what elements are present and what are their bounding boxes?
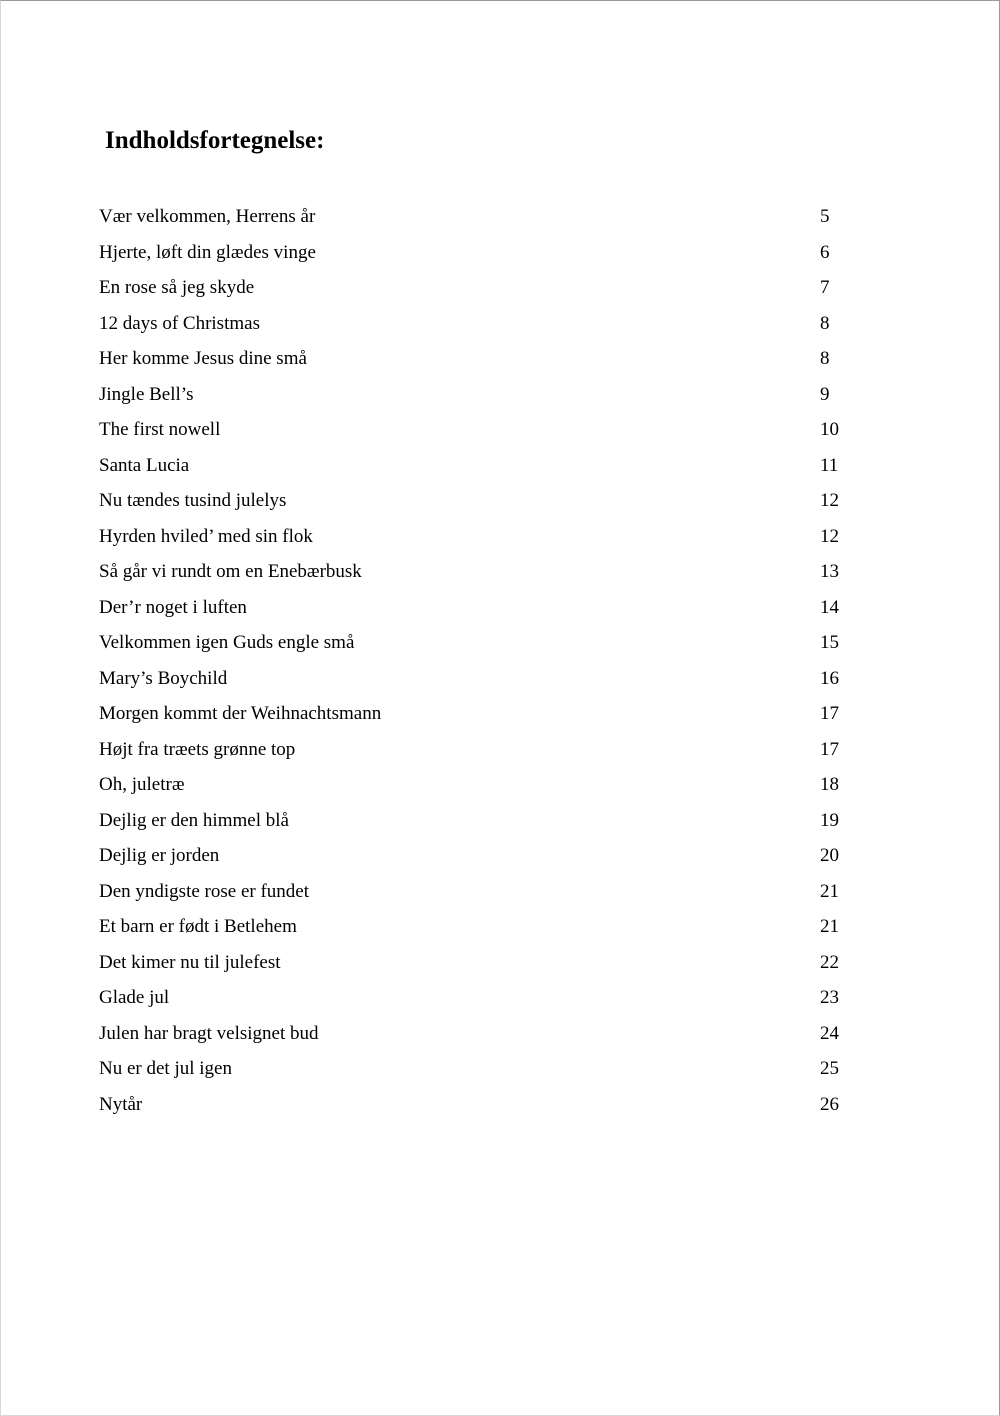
toc-entry-title: Nytår — [99, 1093, 143, 1115]
toc-entry-page-number: 20 — [820, 845, 839, 866]
toc-entry-title: Morgen kommt der Weihnachtsmann — [99, 703, 382, 724]
toc-entry-title: Oh, juletræ — [99, 774, 185, 795]
toc-entry-title: Nu tændes tusind julelys — [99, 490, 287, 511]
table-of-contents — [99, 199, 859, 1122]
toc-entry-page-number: 13 — [820, 561, 839, 582]
toc-entry-title: 12 days of Christmas — [99, 312, 260, 334]
toc-entry-title: Velkommen igen Guds engle små — [99, 632, 355, 653]
toc-row — [99, 874, 859, 910]
toc-row — [99, 696, 859, 732]
toc-entry-page-number: 6 — [820, 241, 830, 263]
toc-entry-page-number: 22 — [820, 951, 839, 973]
toc-row — [99, 838, 859, 874]
toc-row — [99, 945, 859, 981]
toc-row — [99, 483, 859, 519]
toc-entry-title: Dejlig er jorden — [99, 845, 220, 866]
toc-entry-title: Hjerte, løft din glædes vinge — [99, 241, 316, 263]
toc-row — [99, 377, 859, 413]
toc-entry-page-number: 19 — [820, 809, 839, 831]
toc-entry-page-number: 9 — [820, 383, 830, 405]
toc-row — [99, 270, 859, 306]
toc-entry-title: The first nowell — [99, 419, 221, 440]
toc-entry-title: En rose så jeg skyde — [99, 277, 255, 298]
toc-entry-page-number: 8 — [820, 312, 830, 334]
toc-row — [99, 412, 859, 448]
toc-entry-title: Jingle Bell’s — [99, 383, 194, 405]
toc-entry-title: Her komme Jesus dine små — [99, 348, 307, 369]
toc-row — [99, 625, 859, 661]
toc-entry-page-number: 21 — [820, 880, 839, 902]
toc-entry-page-number: 11 — [820, 454, 839, 476]
toc-entry-page-number: 7 — [820, 277, 830, 298]
toc-entry-title: Det kimer nu til julefest — [99, 951, 281, 973]
toc-entry-page-number: 16 — [820, 667, 839, 689]
toc-row — [99, 235, 859, 271]
page-title: Indholdsfortegnelse: — [105, 127, 325, 154]
toc-entry-page-number: 26 — [820, 1093, 839, 1115]
toc-entry-page-number: 12 — [820, 525, 839, 547]
toc-entry-page-number: 18 — [820, 774, 839, 795]
toc-row — [99, 448, 859, 484]
toc-entry-page-number: 17 — [820, 738, 839, 760]
toc-entry-title: Et barn er født i Betlehem — [99, 916, 297, 937]
toc-row — [99, 980, 859, 1016]
toc-row — [99, 199, 859, 235]
toc-entry-page-number: 21 — [820, 916, 839, 937]
toc-row — [99, 767, 859, 803]
toc-entry-title: Santa Lucia — [99, 454, 190, 476]
toc-entry-title: Der’r noget i luften — [99, 596, 247, 618]
toc-row — [99, 909, 859, 945]
toc-entry-page-number: 15 — [820, 632, 839, 653]
toc-entry-title: Julen har bragt velsignet bud — [99, 1022, 319, 1044]
toc-row — [99, 1087, 859, 1123]
toc-entry-title: Så går vi rundt om en Enebærbusk — [99, 561, 362, 582]
toc-entry-title: Vær velkommen, Herrens år — [99, 206, 316, 227]
toc-row — [99, 519, 859, 555]
toc-entry-title: Glade jul — [99, 987, 170, 1008]
toc-entry-page-number: 12 — [820, 490, 839, 511]
toc-entry-title: Dejlig er den himmel blå — [99, 809, 289, 831]
toc-row — [99, 732, 859, 768]
toc-row — [99, 554, 859, 590]
toc-entry-title: Den yndigste rose er fundet — [99, 880, 309, 902]
toc-entry-page-number: 24 — [820, 1022, 839, 1044]
toc-entry-page-number: 14 — [820, 596, 839, 618]
toc-row — [99, 306, 859, 342]
toc-entry-title: Mary’s Boychild — [99, 667, 228, 689]
toc-entry-title: Nu er det jul igen — [99, 1058, 232, 1079]
toc-row — [99, 341, 859, 377]
toc-entry-page-number: 25 — [820, 1058, 839, 1079]
toc-entry-title: Hyrden hviled’ med sin flok — [99, 525, 313, 547]
toc-row — [99, 1016, 859, 1052]
toc-entry-page-number: 10 — [820, 419, 839, 440]
toc-row — [99, 803, 859, 839]
toc-row — [99, 590, 859, 626]
toc-entry-page-number: 17 — [820, 703, 839, 724]
toc-entry-page-number: 5 — [820, 206, 830, 227]
toc-row — [99, 661, 859, 697]
toc-entry-page-number: 23 — [820, 987, 839, 1008]
toc-entry-title: Højt fra træets grønne top — [99, 738, 296, 760]
toc-row — [99, 1051, 859, 1087]
toc-entry-page-number: 8 — [820, 348, 830, 369]
